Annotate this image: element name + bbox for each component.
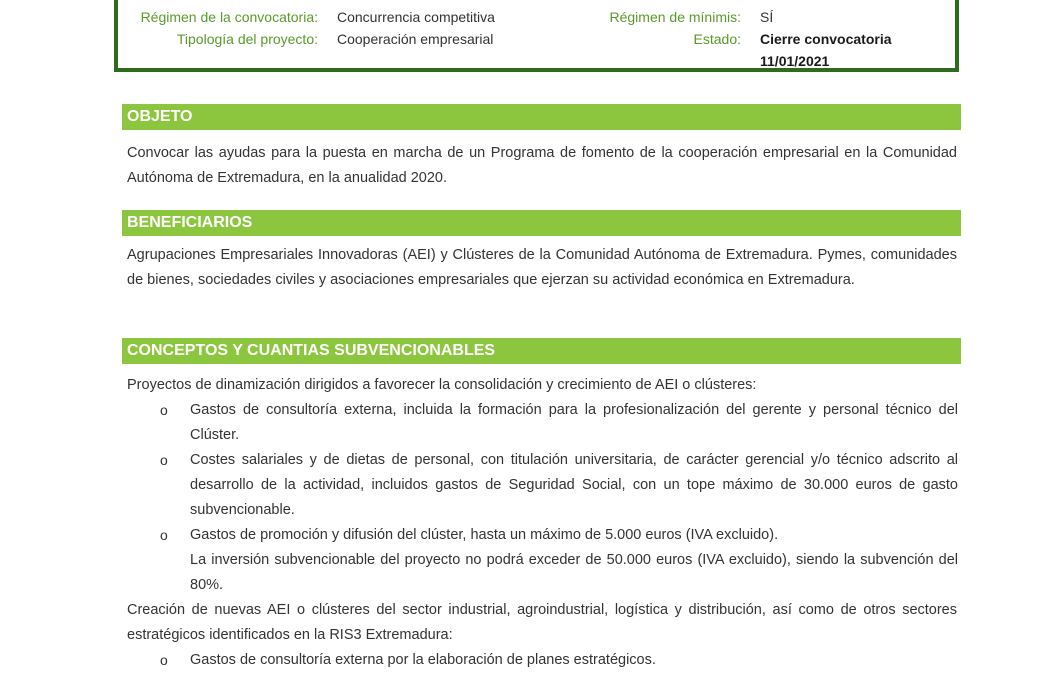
objeto-text: Convocar las ayudas para la puesta en marcha de un Programa de fomento de la cooperación empresarial en la Comunidad Autónoma de Extremadura, en la anualidad 2020. <box>127 145 957 186</box>
list-item: Gastos de consultoría externa por la elaboración de planes estratégicos. <box>190 652 656 668</box>
bullet-marker: o <box>160 652 168 668</box>
conceptos-intro-2: Creación de nuevas AEI o clústeres del sector industrial, agroindustrial, logística y distribución, así como de otros sectores estratégicos identificados en la RIS3 Extremadura: <box>127 602 957 643</box>
bullet-marker: o <box>160 402 168 418</box>
regimen-convocatoria-label: Régimen de la convocatoria: <box>140 9 318 25</box>
estado-value: Cierre convocatoria <box>760 31 892 47</box>
list-item: Gastos de consultoría externa, incluida la formación para la profesionalización del gerente y personal técnico del Clúster. <box>190 402 958 443</box>
minimis-value: SÍ <box>760 9 774 25</box>
conceptos-note: La inversión subvencionable del proyecto no podrá exceder de 50.000 euros (IVA excluido), siendo la subvención del 80%. <box>190 552 958 593</box>
bullet-marker: o <box>160 527 168 543</box>
tipologia-label: Tipología del proyecto: <box>176 31 318 47</box>
regimen-convocatoria-value: Concurrencia competitiva <box>337 9 495 25</box>
section-header-objeto: OBJETO <box>122 104 961 130</box>
minimis-label: Régimen de mínimis: <box>609 9 741 25</box>
beneficiarios-text: Agrupaciones Empresariales Innovadoras (AEI) y Clústeres de la Comunidad Autónoma de Extremadura. Pymes, comunidades de bienes, sociedades civiles y asociaciones empresariales que ejerzan su actividad económica en Extremadura. <box>127 247 957 288</box>
section-header-conceptos: CONCEPTOS Y CUANTIAS SUBVENCIONABLES <box>122 338 961 364</box>
section-header-beneficiarios: BENEFICIARIOS <box>122 210 961 236</box>
conceptos-intro: Proyectos de dinamización dirigidos a favorecer la consolidación y crecimiento de AEI o clústeres: <box>127 377 757 393</box>
bullet-marker: o <box>160 452 168 468</box>
tipologia-value: Cooperación empresarial <box>337 31 494 47</box>
estado-label: Estado: <box>693 31 741 47</box>
list-item: Gastos de promoción y difusión del clúster, hasta un máximo de 5.000 euros (IVA excluido). <box>190 527 779 543</box>
list-item: Costes salariales y de dietas de personal, con titulación universitaria, de carácter gerencial y/o técnico adscrito al desarrollo de la actividad, incluidos gastos de Seguridad Social, con un tope máximo de 30.000 euros de gasto subvencionable. <box>190 452 958 518</box>
estado-date: 11/01/2021 <box>760 53 830 69</box>
